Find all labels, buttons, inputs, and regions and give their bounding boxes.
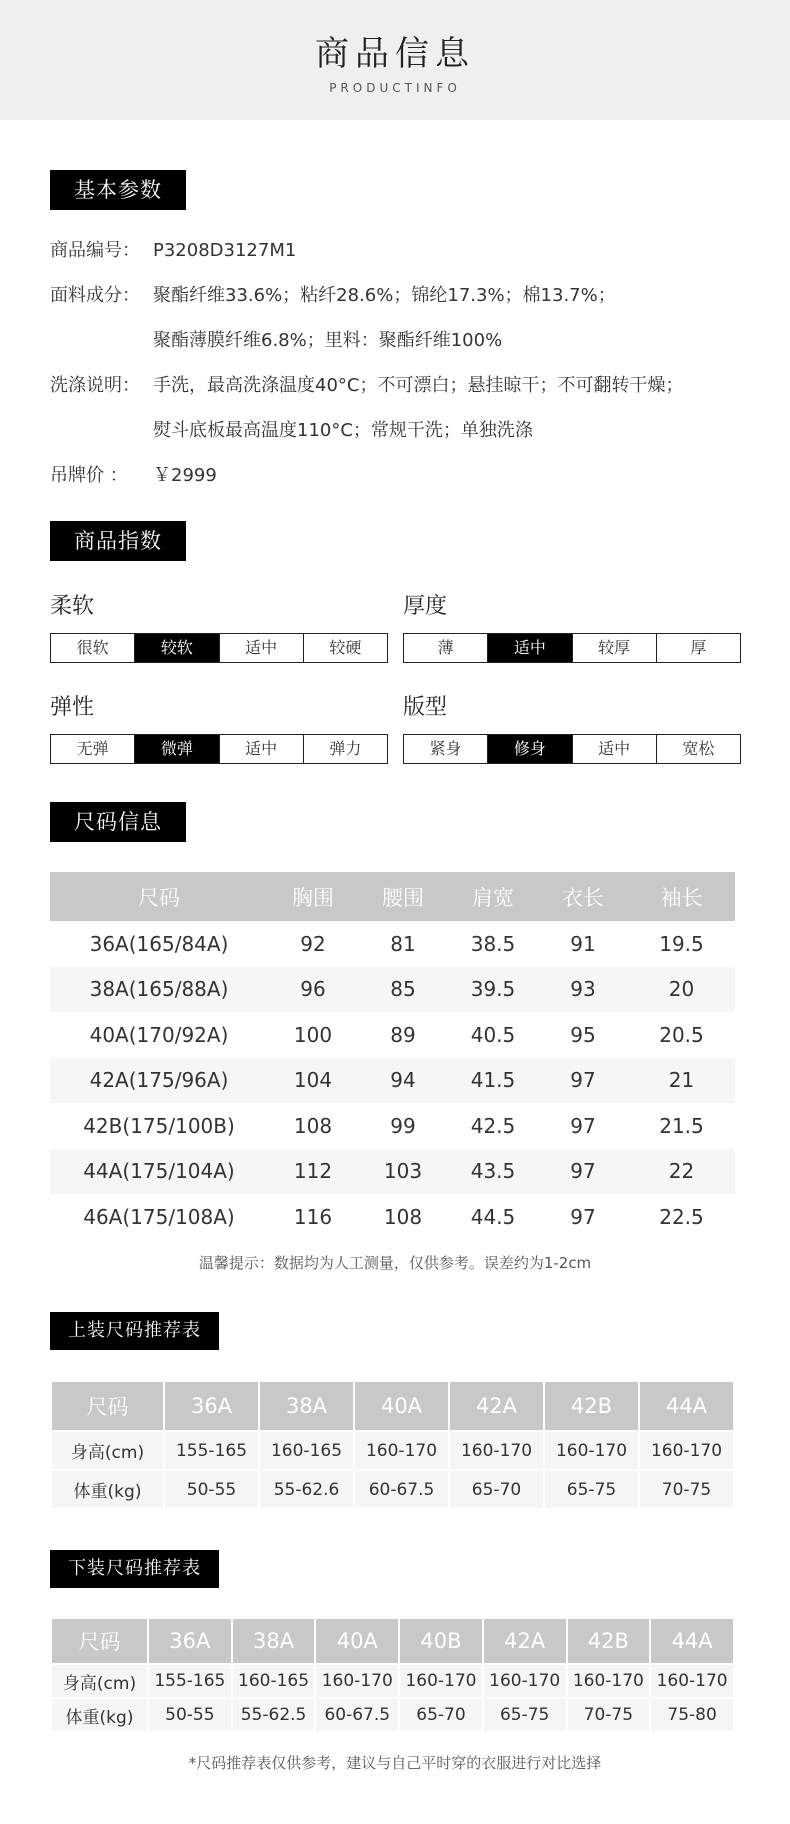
header-cell: 40A xyxy=(315,1618,399,1664)
table-row xyxy=(50,1149,735,1195)
table-cell: 160-170 xyxy=(315,1664,399,1698)
page-title: 商品信息 xyxy=(315,34,475,74)
table-cell: 44.5 xyxy=(470,1204,516,1229)
elasticity-title: 弹性 xyxy=(50,695,95,720)
table-cell: 93 xyxy=(538,967,628,1013)
table-cell: 39.5 xyxy=(448,967,538,1013)
sku-label: 商品编号： xyxy=(50,240,140,261)
table-cell: 112 xyxy=(268,1149,358,1195)
header-cell: 42B xyxy=(567,1618,651,1664)
header-cell: 38A xyxy=(232,1618,316,1664)
table-cell: 97 xyxy=(570,1204,596,1229)
table-cell: 160-170 xyxy=(567,1664,651,1698)
table-cell: 160-170 xyxy=(354,1431,449,1470)
table-cell: 身高(cm) xyxy=(51,1431,164,1470)
thickness-option: 薄 xyxy=(404,634,488,662)
thickness-title: 厚度 xyxy=(403,594,448,619)
price-row xyxy=(50,461,217,487)
table-cell: 身高(cm) xyxy=(51,1664,148,1698)
header-cell: 42B xyxy=(544,1381,639,1431)
wash-label: 洗涤说明： xyxy=(50,375,140,396)
table-cell: 体重(kg) xyxy=(51,1470,164,1509)
header-cell: 44A xyxy=(650,1618,734,1664)
top-recommend-tag: 上装尺码推荐表 xyxy=(50,1312,219,1350)
page-subtitle: PRODUCTINFO xyxy=(329,81,461,95)
table-row xyxy=(51,1470,734,1509)
wash-value-line1: 手洗，最高洗涤温度40°C；不可漂白；悬挂晾干；不可翻转干燥； xyxy=(153,375,684,396)
wash-row xyxy=(50,371,683,397)
basic-params-tag: 基本参数 xyxy=(50,170,186,210)
header-cell: 38A xyxy=(259,1381,354,1431)
table-cell: 50-55 xyxy=(148,1698,232,1732)
header-cell: 36A xyxy=(164,1381,259,1431)
sku-value: P3208D3127M1 xyxy=(153,240,297,261)
table-cell: 108 xyxy=(293,1113,333,1138)
table-cell: 108 xyxy=(383,1204,423,1229)
wash-value-line2: 熨斗底板最高温度110°C；常规干洗；单独洗涤 xyxy=(153,420,533,441)
table-cell: 42B(175/100B) xyxy=(83,1113,235,1138)
table-cell: 22.5 xyxy=(659,1204,704,1229)
table-cell: 44A(175/104A) xyxy=(50,1149,268,1195)
price-label: 吊牌价 ： xyxy=(50,465,128,486)
table-cell: 81 xyxy=(390,931,416,956)
table-cell: 21 xyxy=(628,1058,735,1104)
page-header xyxy=(0,0,790,120)
size-info-tag: 尺码信息 xyxy=(50,802,186,842)
table-cell: 20.5 xyxy=(659,1022,704,1047)
size-table xyxy=(50,872,735,1240)
fit-option: 紧身 xyxy=(404,735,488,763)
elasticity-option: 适中 xyxy=(220,735,304,763)
table-header-row xyxy=(51,1381,734,1431)
table-cell: 92 xyxy=(300,931,326,956)
table-cell: 94 xyxy=(358,1058,448,1104)
table-cell: 42.5 xyxy=(470,1113,516,1138)
header-cell: 42A xyxy=(483,1618,567,1664)
table-cell: 99 xyxy=(390,1113,416,1138)
table-cell: 95 xyxy=(570,1022,596,1047)
table-cell: 116 xyxy=(293,1204,333,1229)
bottom-recommend-tag: 下装尺码推荐表 xyxy=(50,1550,219,1588)
header-cell: 衣长 xyxy=(538,872,628,921)
table-cell: 70-75 xyxy=(639,1470,734,1509)
table-cell: 65-70 xyxy=(449,1470,544,1509)
header-cell: 40B xyxy=(399,1618,483,1664)
fit-option-selected: 修身 xyxy=(488,735,572,763)
measurement-note: 温馨提示：数据均为人工测量，仅供参考。误差约为1-2cm xyxy=(198,1254,592,1272)
header-cell: 肩宽 xyxy=(448,872,538,921)
table-cell: 160-170 xyxy=(544,1431,639,1470)
table-cell: 21.5 xyxy=(659,1113,704,1138)
elasticity-option-selected: 微弹 xyxy=(135,735,219,763)
table-row xyxy=(50,1194,735,1240)
sku-row xyxy=(50,236,296,262)
table-cell: 155-165 xyxy=(148,1664,232,1698)
table-cell: 155-165 xyxy=(164,1431,259,1470)
header-cell: 胸围 xyxy=(268,872,358,921)
thickness-scale xyxy=(403,633,741,663)
table-cell: 65-75 xyxy=(544,1470,639,1509)
table-cell: 43.5 xyxy=(448,1149,538,1195)
header-cell: 44A xyxy=(639,1381,734,1431)
thickness-option: 厚 xyxy=(690,638,707,657)
table-row xyxy=(51,1698,734,1732)
table-row xyxy=(50,967,735,1013)
table-cell: 55-62.5 xyxy=(232,1698,316,1732)
fabric-value-line2: 聚酯薄膜纤维6.8%；里料：聚酯纤维100% xyxy=(153,330,503,351)
softness-option: 较硬 xyxy=(329,638,362,657)
table-cell: 65-75 xyxy=(483,1698,567,1732)
table-cell: 160-170 xyxy=(639,1431,734,1470)
fit-scale xyxy=(403,734,741,764)
wash-row-cont xyxy=(50,416,533,442)
table-cell: 22 xyxy=(628,1149,735,1195)
table-cell: 91 xyxy=(570,931,596,956)
elasticity-option: 无弹 xyxy=(51,735,135,763)
table-cell: 160-165 xyxy=(259,1431,354,1470)
table-row xyxy=(50,1103,735,1149)
elasticity-option: 弹力 xyxy=(329,739,362,758)
fabric-label: 面料成分： xyxy=(50,285,140,306)
thickness-option-selected: 适中 xyxy=(488,634,572,662)
table-cell: 160-170 xyxy=(399,1664,483,1698)
elasticity-scale xyxy=(50,734,388,764)
softness-scale xyxy=(50,633,388,663)
fabric-row-cont xyxy=(50,326,502,352)
table-cell: 50-55 xyxy=(164,1470,259,1509)
table-cell: 70-75 xyxy=(567,1698,651,1732)
header-cell: 尺码 xyxy=(50,872,268,921)
fit-option: 适中 xyxy=(573,735,657,763)
table-cell: 160-170 xyxy=(483,1664,567,1698)
table-cell: 85 xyxy=(358,967,448,1013)
table-cell: 36A(165/84A) xyxy=(89,931,229,956)
fit-title: 版型 xyxy=(403,695,448,720)
table-cell: 38.5 xyxy=(470,931,516,956)
table-row xyxy=(50,1012,735,1058)
table-cell: 160-165 xyxy=(232,1664,316,1698)
table-cell: 41.5 xyxy=(448,1058,538,1104)
table-cell: 38A(165/88A) xyxy=(50,967,268,1013)
table-cell: 55-62.6 xyxy=(259,1470,354,1509)
table-cell: 体重(kg) xyxy=(51,1698,148,1732)
header-cell: 42A xyxy=(449,1381,544,1431)
footer-note: *尺码推荐表仅供参考，建议与自己平时穿的衣服进行对比选择 xyxy=(188,1754,602,1772)
table-cell: 160-170 xyxy=(650,1664,734,1698)
table-cell: 20 xyxy=(628,967,735,1013)
table-cell: 103 xyxy=(358,1149,448,1195)
table-cell: 160-170 xyxy=(449,1431,544,1470)
softness-option-selected: 较软 xyxy=(135,634,219,662)
bottom-recommend-table xyxy=(50,1617,735,1733)
table-cell: 42A(175/96A) xyxy=(50,1058,268,1104)
table-cell: 100 xyxy=(293,1022,333,1047)
price-value: ￥2999 xyxy=(153,465,217,486)
table-row xyxy=(51,1664,734,1698)
product-index-tag: 商品指数 xyxy=(50,521,186,561)
fabric-row xyxy=(50,281,616,307)
table-cell: 65-70 xyxy=(399,1698,483,1732)
fabric-value-line1: 聚酯纤维33.6%；粘纤28.6%；锦纶17.3%；棉13.7%； xyxy=(153,285,616,306)
header-cell: 腰围 xyxy=(358,872,448,921)
table-row xyxy=(50,921,735,967)
table-cell: 40A(170/92A) xyxy=(89,1022,229,1047)
header-cell: 尺码 xyxy=(51,1618,148,1664)
table-cell: 46A(175/108A) xyxy=(83,1204,235,1229)
table-cell: 97 xyxy=(538,1058,628,1104)
table-cell: 97 xyxy=(538,1149,628,1195)
table-cell: 104 xyxy=(268,1058,358,1104)
table-row xyxy=(51,1431,734,1470)
header-cell: 36A xyxy=(148,1618,232,1664)
table-cell: 40.5 xyxy=(470,1022,516,1047)
softness-title: 柔软 xyxy=(50,594,95,619)
table-cell: 60-67.5 xyxy=(315,1698,399,1732)
table-cell: 97 xyxy=(570,1113,596,1138)
header-cell: 尺码 xyxy=(51,1381,164,1431)
header-cell: 袖长 xyxy=(628,872,735,921)
table-cell: 60-67.5 xyxy=(354,1470,449,1509)
top-recommend-table xyxy=(50,1380,735,1510)
header-cell: 40A xyxy=(354,1381,449,1431)
table-header-row xyxy=(51,1618,734,1664)
thickness-option: 较厚 xyxy=(573,634,657,662)
softness-option: 适中 xyxy=(220,634,304,662)
table-cell: 96 xyxy=(268,967,358,1013)
softness-option: 很软 xyxy=(51,634,135,662)
table-cell: 19.5 xyxy=(659,931,704,956)
table-cell: 89 xyxy=(390,1022,416,1047)
size-table-header xyxy=(50,872,735,921)
table-cell: 75-80 xyxy=(650,1698,734,1732)
table-row xyxy=(50,1058,735,1104)
fit-option: 宽松 xyxy=(682,739,715,758)
